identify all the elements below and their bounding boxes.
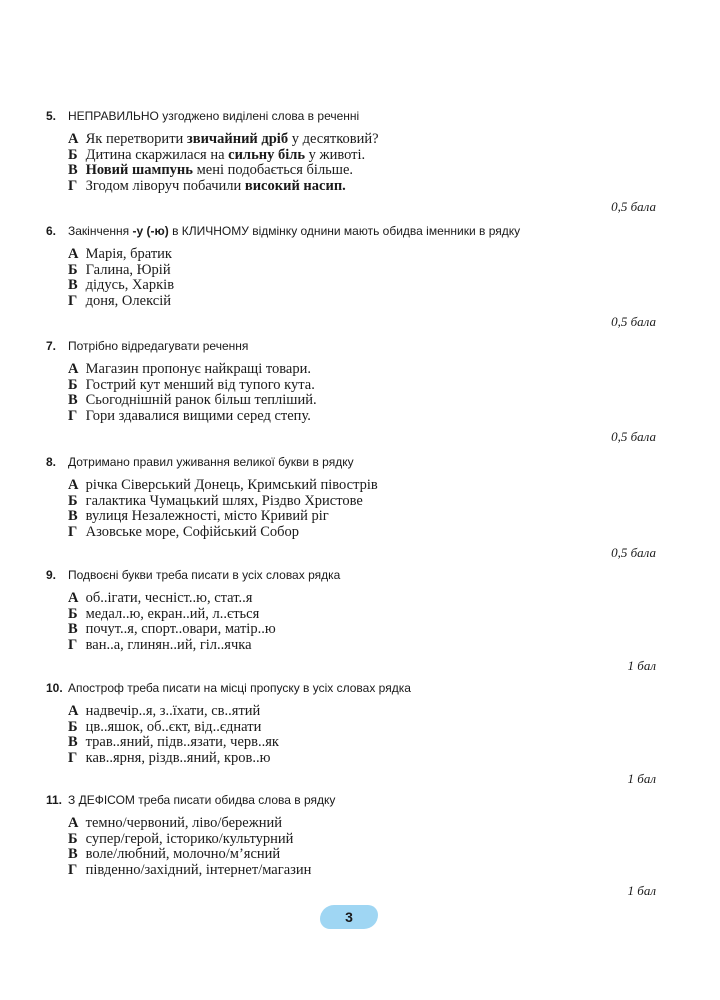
option-text: Галина, Юрій (82, 261, 171, 278)
option-text: Дитина скаржилася на (82, 146, 229, 163)
option-v[interactable] (68, 847, 666, 863)
option-letter: В (68, 846, 78, 863)
option-letter: А (68, 703, 79, 719)
option-v[interactable] (68, 278, 666, 294)
option-letter: Б (68, 718, 78, 735)
option-highlight: високий насип. (244, 177, 346, 194)
question-prompt (46, 454, 666, 470)
prompt-bold: -у (-ю) (132, 224, 169, 238)
prompt-text: Подвоєні букви треба писати в усіх словах рядка (68, 568, 341, 582)
option-h[interactable] (68, 751, 666, 767)
question-number: 6. (46, 224, 57, 238)
option-letter: А (68, 246, 79, 262)
option-letter: А (68, 477, 79, 493)
option-text: воле/любний, молочно/м’ясний (82, 846, 281, 863)
question-11 (46, 792, 666, 899)
question-5 (46, 108, 666, 215)
option-text: річка Сіверський Донець, Кримський півострів (82, 477, 378, 493)
option-text: медал..ю, екран..ий, л..ється (82, 605, 260, 622)
option-letter: Б (68, 492, 78, 509)
option-text-tail: у десятковий? (288, 131, 379, 147)
option-text: кав..ярня, різдв..яний, кров..ю (82, 749, 271, 766)
prompt-text: Закінчення (68, 224, 133, 238)
option-a[interactable] (68, 591, 666, 607)
option-v[interactable] (68, 163, 666, 179)
option-letter: Б (68, 261, 78, 278)
question-prompt (46, 567, 666, 583)
option-b[interactable] (68, 832, 666, 848)
option-text: галактика Чумацький шлях, Різдво Христове (82, 492, 363, 509)
option-letter: А (68, 361, 79, 377)
option-letter: Б (68, 376, 78, 393)
option-b[interactable] (68, 148, 666, 164)
option-text: об..ігати, чесніст..ю, стат..я (82, 590, 253, 606)
option-b[interactable] (68, 378, 666, 394)
option-text: Згодом ліворуч побачили (82, 177, 245, 194)
option-text: вулиця Незалежності, місто Кривий ріг (82, 508, 329, 525)
option-text: Азовське море, Софійський Собор (82, 523, 300, 540)
option-letter: Г (68, 861, 78, 878)
option-text: Сьогоднішній ранок більш тепліший. (82, 392, 317, 409)
points-label: 0,5 бала (611, 199, 656, 215)
option-letter: В (68, 162, 78, 179)
option-text-tail: мені подобається більше. (192, 162, 354, 179)
option-letter: Г (68, 292, 78, 309)
question-prompt (46, 338, 666, 354)
option-h[interactable] (68, 179, 666, 195)
option-v[interactable] (68, 509, 666, 525)
option-h[interactable] (68, 409, 666, 425)
option-highlight: сильну біль (228, 146, 306, 163)
option-letter: А (68, 131, 79, 147)
prompt-text: Потрібно відредагувати речення (68, 339, 249, 353)
option-highlight: Новий шампунь (85, 162, 193, 179)
question-7 (46, 338, 666, 445)
option-letter: Г (68, 407, 78, 424)
option-letter: А (68, 815, 79, 831)
option-letter: В (68, 277, 78, 294)
option-letter: Г (68, 749, 78, 766)
points-label: 1 бал (627, 771, 656, 787)
question-number: 9. (46, 568, 57, 582)
option-text: супер/герой, історико/культурний (82, 830, 294, 847)
points-label: 0,5 бала (611, 545, 656, 561)
option-letter: В (68, 508, 78, 525)
option-text: темно/червоний, ліво/бережний (82, 815, 283, 831)
option-letter: Б (68, 605, 78, 622)
option-highlight: звичайний дріб (186, 131, 289, 147)
option-h[interactable] (68, 638, 666, 654)
question-8 (46, 454, 666, 561)
option-letter: Б (68, 146, 78, 163)
option-letter: В (68, 734, 78, 751)
option-a[interactable] (68, 704, 666, 720)
option-text: Марія, братик (82, 246, 172, 262)
option-text: Магазин пропонує найкращі товари. (82, 361, 311, 377)
option-text: надвечір..я, з..їхати, св..ятий (82, 703, 261, 719)
points-label: 0,5 бала (611, 314, 656, 330)
question-number: 7. (46, 339, 57, 353)
option-v[interactable] (68, 393, 666, 409)
option-letter: Б (68, 830, 78, 847)
question-number: 10. (46, 681, 63, 695)
option-letter: А (68, 590, 79, 606)
prompt-text: Дотримано правил уживання великої букви в рядку (68, 455, 354, 469)
option-v[interactable] (68, 622, 666, 638)
option-text: цв..яшок, об..єкт, від..єднати (82, 718, 262, 735)
option-text: Гори здавалися вищими серед степу. (82, 407, 311, 424)
option-letter: В (68, 392, 78, 409)
prompt-text: З ДЕФІСОМ треба писати обидва слова в рядку (68, 793, 336, 807)
question-prompt (46, 223, 666, 239)
prompt-text-tail: в КЛИЧНОМУ відмінку однини мають обидва іменники в рядку (168, 224, 521, 238)
option-b[interactable] (68, 720, 666, 736)
points-label: 1 бал (627, 883, 656, 899)
question-prompt (46, 108, 666, 124)
option-text-tail: у животі. (305, 146, 366, 163)
page-number-badge: 3 (320, 905, 378, 929)
question-number: 5. (46, 109, 57, 123)
question-10 (46, 680, 666, 787)
option-text: дідусь, Харків (82, 277, 175, 294)
option-a[interactable] (68, 132, 666, 148)
option-h[interactable] (68, 294, 666, 310)
option-a[interactable] (68, 247, 666, 263)
option-b[interactable] (68, 607, 666, 623)
question-9 (46, 567, 666, 674)
option-a[interactable] (68, 478, 666, 494)
option-letter: Г (68, 523, 78, 540)
prompt-text: Апостроф треба писати на місці пропуску в усіх словах рядка (68, 681, 411, 695)
question-6 (46, 223, 666, 330)
option-letter: Г (68, 636, 78, 653)
option-text: трав..яний, підв..язати, черв..як (82, 734, 279, 751)
option-h[interactable] (68, 525, 666, 541)
option-b[interactable] (68, 263, 666, 279)
option-text: Гострий кут менший від тупого кута. (82, 376, 315, 393)
option-b[interactable] (68, 494, 666, 510)
option-a[interactable] (68, 362, 666, 378)
option-text: ван..а, глинян..ий, гіл..ячка (82, 636, 252, 653)
option-text: Як перетворити (82, 131, 187, 147)
option-h[interactable] (68, 863, 666, 879)
option-letter: В (68, 621, 78, 638)
question-prompt (46, 680, 666, 696)
points-label: 1 бал (627, 658, 656, 674)
option-a[interactable] (68, 816, 666, 832)
option-text: південно/західний, інтернет/магазин (82, 861, 312, 878)
option-letter: Г (68, 177, 78, 194)
option-text: доня, Олексій (82, 292, 171, 309)
prompt-text: НЕПРАВИЛЬНО узгоджено виділені слова в реченні (68, 109, 360, 123)
question-number: 11. (46, 793, 63, 807)
points-label: 0,5 бала (611, 429, 656, 445)
question-prompt (46, 792, 666, 808)
option-v[interactable] (68, 735, 666, 751)
question-number: 8. (46, 455, 57, 469)
option-text: почут..я, спорт..овари, матір..ю (82, 621, 276, 638)
